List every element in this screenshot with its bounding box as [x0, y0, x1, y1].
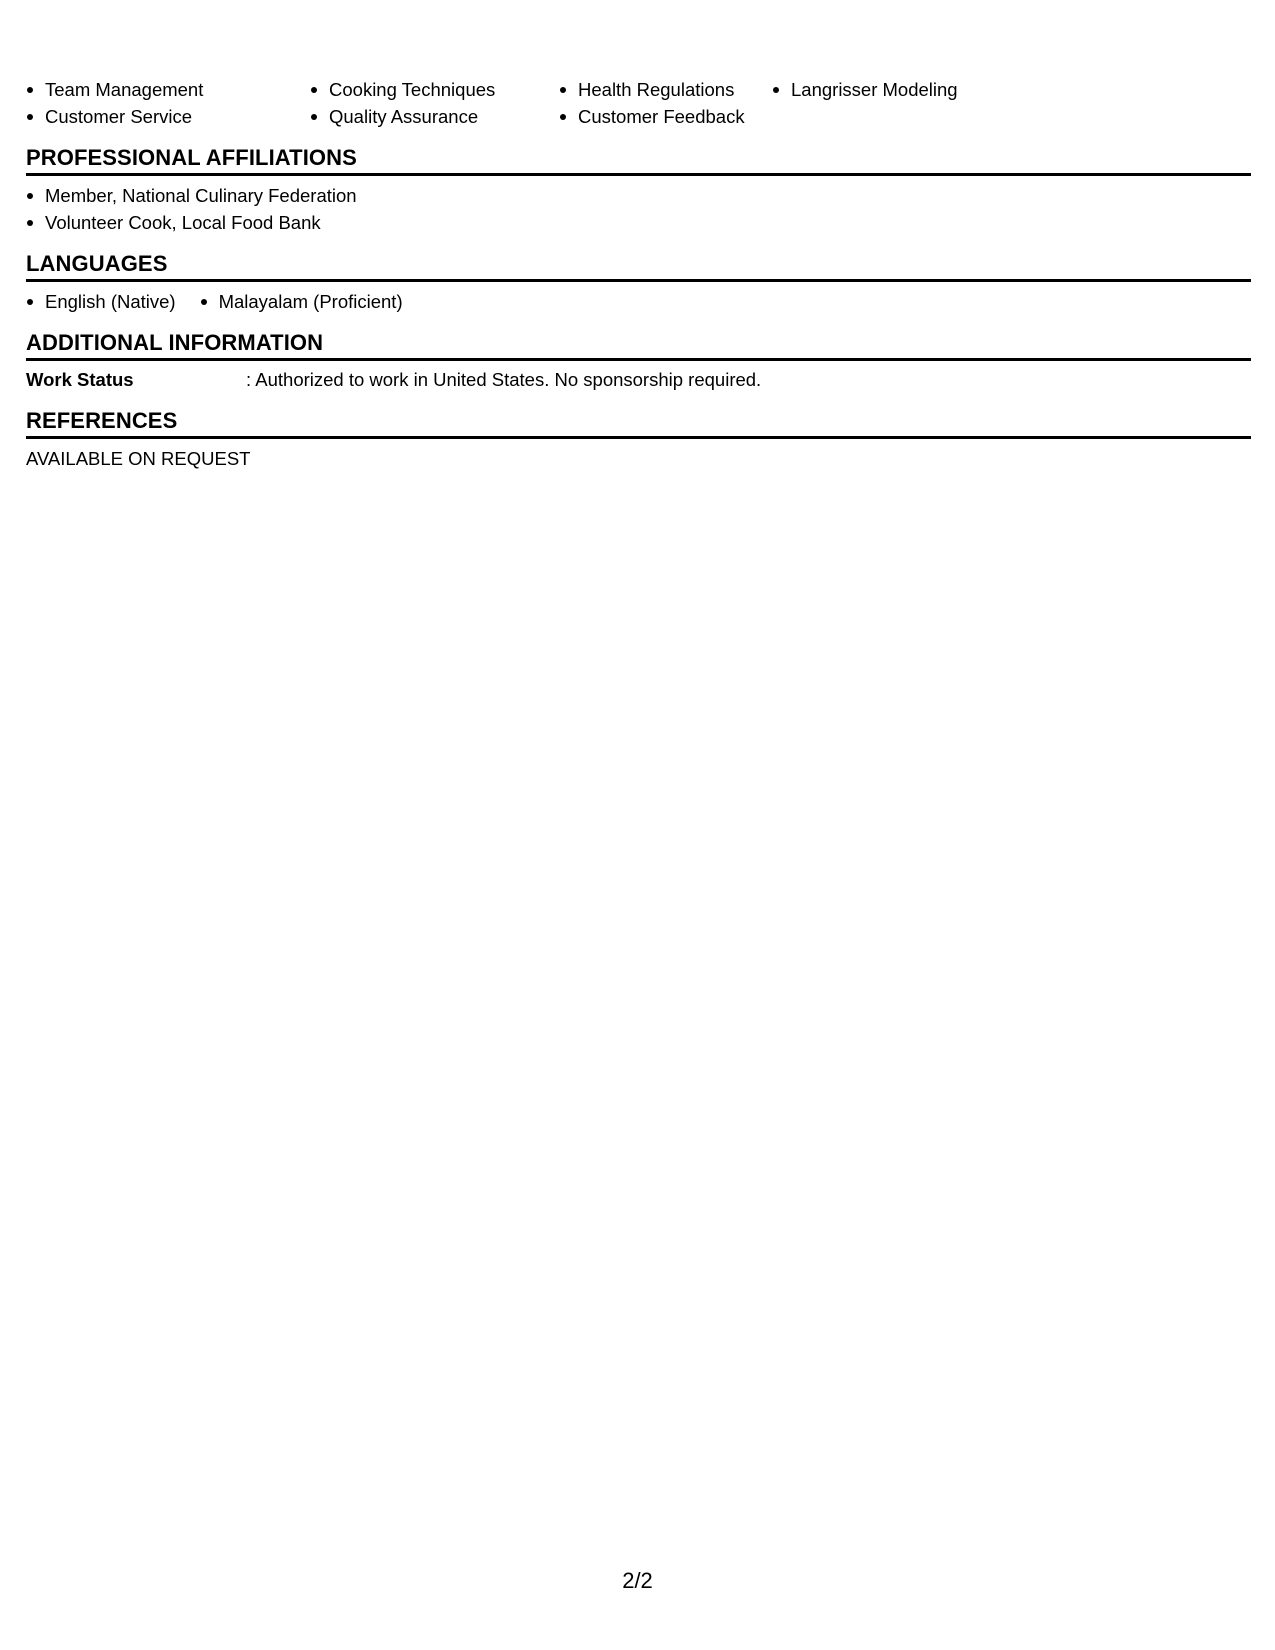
affiliation-item: Volunteer Cook, Local Food Bank [26, 209, 1251, 236]
skills-column-3 [559, 76, 772, 130]
skill-item: Health Regulations [559, 76, 772, 103]
skill-item: Customer Feedback [559, 103, 772, 130]
languages-section [26, 250, 1251, 315]
references-section [26, 407, 1251, 473]
additional-info-section [26, 329, 1251, 393]
skill-item: Quality Assurance [310, 103, 559, 130]
section-heading: ADDITIONAL INFORMATION [26, 329, 1251, 361]
references-text: AVAILABLE ON REQUEST [26, 448, 251, 469]
affiliations-list [26, 182, 1251, 236]
skill-item: Team Management [26, 76, 310, 103]
language-item: Malayalam (Proficient) [200, 288, 403, 315]
skills-column-2 [310, 76, 559, 130]
section-heading: REFERENCES [26, 407, 1251, 439]
work-status-label: Work Status [26, 369, 134, 390]
resume-page [26, 76, 1251, 473]
section-heading: LANGUAGES [26, 250, 1251, 282]
language-item: English (Native) [26, 288, 176, 315]
languages-list [26, 288, 1251, 315]
section-heading: PROFESSIONAL AFFILIATIONS [26, 144, 1251, 176]
skill-item: Cooking Techniques [310, 76, 559, 103]
skills-column-4 [772, 76, 1032, 130]
skills-column-1 [26, 76, 310, 130]
page-number: 2/2 [622, 1568, 653, 1593]
affiliation-item: Member, National Culinary Federation [26, 182, 1251, 209]
affiliations-section [26, 144, 1251, 236]
work-status-row [26, 367, 1251, 393]
work-status-value: : Authorized to work in United States. No sponsorship required. [246, 369, 762, 390]
skill-item: Langrisser Modeling [772, 76, 1032, 103]
skills-grid [26, 76, 1251, 130]
skill-item: Customer Service [26, 103, 310, 130]
